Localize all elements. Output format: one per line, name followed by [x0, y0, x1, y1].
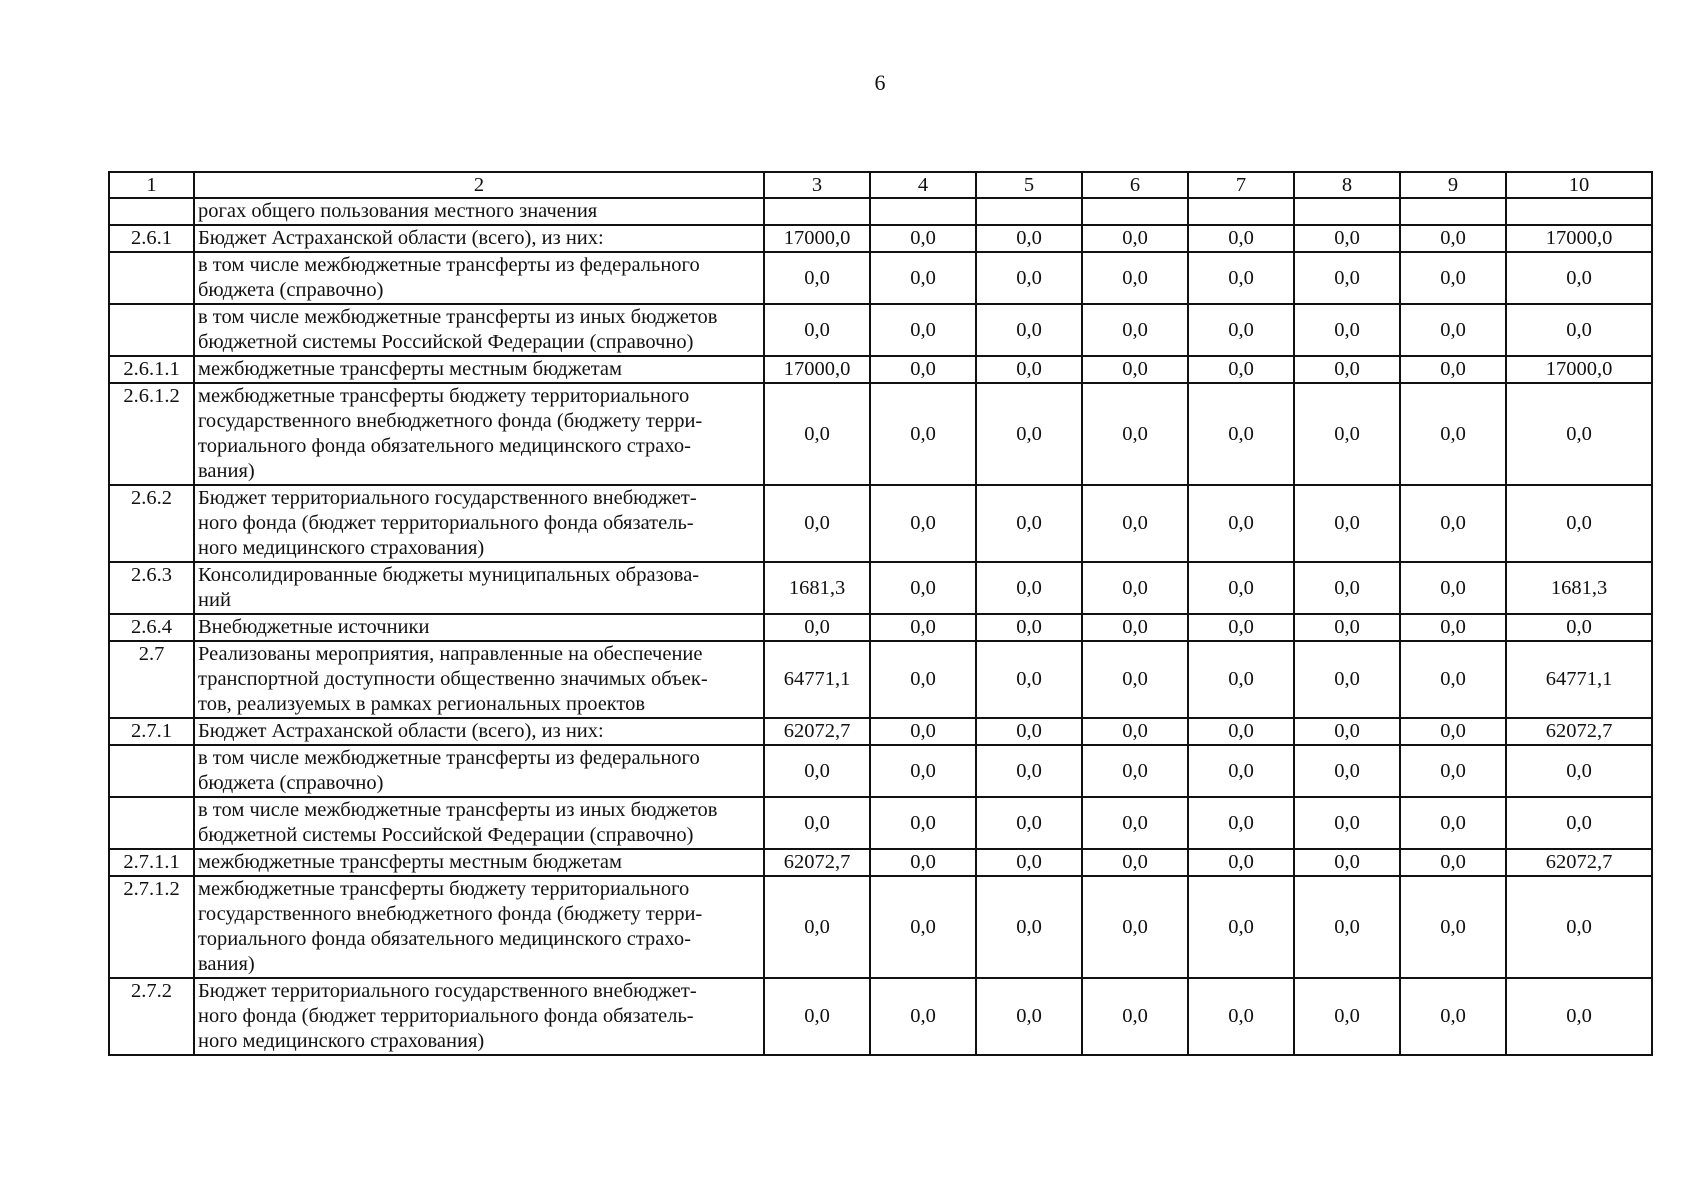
value-cell-col-10: 17000,0	[1506, 356, 1652, 383]
value-cell-col-3: 62072,7	[764, 718, 870, 745]
description-line: бюджетной системы Российской Федерации (справочно)	[198, 331, 694, 353]
value-cell-col-7: 0,0	[1188, 485, 1294, 562]
table-row	[109, 849, 1652, 876]
row-description	[194, 225, 764, 252]
description-line: межбюджетные трансферты бюджету территориального	[198, 878, 690, 900]
table-row	[109, 383, 1652, 485]
value-cell-col-5: 0,0	[976, 641, 1082, 718]
row-description	[194, 614, 764, 641]
value-cell-col-9: 0,0	[1400, 718, 1506, 745]
value-cell-col-9: 0,0	[1400, 252, 1506, 304]
description-line: в том числе межбюджетные трансферты из федерального	[198, 747, 700, 769]
value-cell-col-10: 0,0	[1506, 978, 1652, 1055]
value-cell-col-8: 0,0	[1294, 562, 1400, 614]
value-cell-col-5: 0,0	[976, 797, 1082, 849]
value-cell-col-7: 0,0	[1188, 356, 1294, 383]
value-cell-col-3: 0,0	[764, 876, 870, 978]
description-line: ного медицинского страхования)	[198, 1030, 485, 1052]
value-cell-col-10: 0,0	[1506, 614, 1652, 641]
row-description	[194, 562, 764, 614]
description-line: ного медицинского страхования)	[198, 537, 485, 559]
table-row	[109, 876, 1652, 978]
value-cell-col-8: 0,0	[1294, 745, 1400, 797]
value-cell-col-7: 0,0	[1188, 718, 1294, 745]
value-cell-col-8	[1294, 198, 1400, 225]
row-description	[194, 978, 764, 1055]
value-cell-col-9: 0,0	[1400, 978, 1506, 1055]
value-cell-col-6: 0,0	[1082, 383, 1188, 485]
value-cell-col-4: 0,0	[870, 876, 976, 978]
value-cell-col-9: 0,0	[1400, 485, 1506, 562]
row-code	[109, 304, 194, 356]
value-cell-col-6: 0,0	[1082, 797, 1188, 849]
value-cell-col-10: 64771,1	[1506, 641, 1652, 718]
value-cell-col-3	[764, 198, 870, 225]
row-code: 2.7.1	[109, 718, 194, 745]
row-description	[194, 876, 764, 978]
value-cell-col-6: 0,0	[1082, 356, 1188, 383]
value-cell-col-6: 0,0	[1082, 876, 1188, 978]
value-cell-col-3: 0,0	[764, 614, 870, 641]
value-cell-col-3: 0,0	[764, 978, 870, 1055]
table-row	[109, 356, 1652, 383]
value-cell-col-6: 0,0	[1082, 978, 1188, 1055]
value-cell-col-8: 0,0	[1294, 304, 1400, 356]
value-cell-col-3: 0,0	[764, 304, 870, 356]
header-cell-2: 2	[194, 172, 764, 198]
table-body	[109, 172, 1652, 1055]
value-cell-col-8: 0,0	[1294, 978, 1400, 1055]
description-line: в том числе межбюджетные трансферты из иных бюджетов	[198, 799, 718, 821]
table-row	[109, 978, 1652, 1055]
description-line: Реализованы мероприятия, направленные на обеспечение	[198, 643, 703, 665]
value-cell-col-9: 0,0	[1400, 356, 1506, 383]
value-cell-col-3: 0,0	[764, 745, 870, 797]
value-cell-col-5: 0,0	[976, 252, 1082, 304]
value-cell-col-5: 0,0	[976, 383, 1082, 485]
value-cell-col-4: 0,0	[870, 304, 976, 356]
description-line: в том числе межбюджетные трансферты из федерального	[198, 254, 700, 276]
row-code: 2.7.2	[109, 978, 194, 1055]
table-row	[109, 198, 1652, 225]
row-description	[194, 849, 764, 876]
value-cell-col-4: 0,0	[870, 718, 976, 745]
description-line: Бюджет Астраханской области (всего), из них:	[198, 720, 604, 742]
row-description	[194, 797, 764, 849]
value-cell-col-4: 0,0	[870, 797, 976, 849]
row-code: 2.6.1	[109, 225, 194, 252]
table-row	[109, 641, 1652, 718]
description-line: межбюджетные трансферты местным бюджетам	[198, 358, 623, 380]
description-line: межбюджетные трансферты бюджету территориального	[198, 385, 690, 407]
row-description	[194, 485, 764, 562]
description-line: государственного внебюджетного фонда (бюджету терри-	[198, 903, 703, 925]
value-cell-col-4: 0,0	[870, 978, 976, 1055]
description-line: Консолидированные бюджеты муниципальных образова-	[198, 564, 700, 586]
table-row	[109, 485, 1652, 562]
row-code: 2.6.2	[109, 485, 194, 562]
value-cell-col-10: 0,0	[1506, 383, 1652, 485]
value-cell-col-9: 0,0	[1400, 614, 1506, 641]
description-line: ного фонда (бюджет территориального фонда обязатель-	[198, 1005, 694, 1027]
value-cell-col-10: 0,0	[1506, 304, 1652, 356]
value-cell-col-8: 0,0	[1294, 641, 1400, 718]
value-cell-col-7: 0,0	[1188, 614, 1294, 641]
value-cell-col-6: 0,0	[1082, 485, 1188, 562]
description-line: государственного внебюджетного фонда (бюджету терри-	[198, 410, 703, 432]
value-cell-col-10: 0,0	[1506, 485, 1652, 562]
description-line: рогах общего пользования местного значения	[198, 200, 598, 222]
value-cell-col-7	[1188, 198, 1294, 225]
value-cell-col-7: 0,0	[1188, 383, 1294, 485]
header-cell-8: 8	[1294, 172, 1400, 198]
row-code	[109, 745, 194, 797]
table-row	[109, 252, 1652, 304]
value-cell-col-5: 0,0	[976, 614, 1082, 641]
value-cell-col-10: 1681,3	[1506, 562, 1652, 614]
value-cell-col-7: 0,0	[1188, 304, 1294, 356]
row-description	[194, 198, 764, 225]
description-line: бюджета (справочно)	[198, 279, 384, 301]
value-cell-col-6: 0,0	[1082, 252, 1188, 304]
value-cell-col-7: 0,0	[1188, 641, 1294, 718]
row-description	[194, 745, 764, 797]
value-cell-col-6: 0,0	[1082, 745, 1188, 797]
value-cell-col-4: 0,0	[870, 225, 976, 252]
value-cell-col-4: 0,0	[870, 485, 976, 562]
value-cell-col-6: 0,0	[1082, 225, 1188, 252]
row-description	[194, 304, 764, 356]
value-cell-col-7: 0,0	[1188, 745, 1294, 797]
value-cell-col-3: 0,0	[764, 485, 870, 562]
description-line: ного фонда (бюджет территориального фонда обязатель-	[198, 512, 694, 534]
description-line: ний	[198, 589, 231, 611]
row-code: 2.6.1.1	[109, 356, 194, 383]
row-code: 2.6.4	[109, 614, 194, 641]
table-row	[109, 562, 1652, 614]
header-cell-5: 5	[976, 172, 1082, 198]
row-description	[194, 641, 764, 718]
value-cell-col-3: 64771,1	[764, 641, 870, 718]
value-cell-col-4: 0,0	[870, 641, 976, 718]
value-cell-col-6	[1082, 198, 1188, 225]
page-number: 6	[874, 70, 886, 95]
value-cell-col-3: 62072,7	[764, 849, 870, 876]
budget-table	[108, 171, 1653, 1056]
value-cell-col-7: 0,0	[1188, 978, 1294, 1055]
header-row	[109, 172, 1652, 198]
value-cell-col-8: 0,0	[1294, 225, 1400, 252]
value-cell-col-4: 0,0	[870, 849, 976, 876]
header-cell-7: 7	[1188, 172, 1294, 198]
header-cell-4: 4	[870, 172, 976, 198]
value-cell-col-8: 0,0	[1294, 718, 1400, 745]
value-cell-col-4: 0,0	[870, 745, 976, 797]
header-cell-3: 3	[764, 172, 870, 198]
value-cell-col-8: 0,0	[1294, 485, 1400, 562]
description-line: ториального фонда обязательного медицинского страхо-	[198, 928, 691, 950]
value-cell-col-9: 0,0	[1400, 383, 1506, 485]
value-cell-col-9: 0,0	[1400, 849, 1506, 876]
value-cell-col-3: 0,0	[764, 383, 870, 485]
value-cell-col-3: 1681,3	[764, 562, 870, 614]
value-cell-col-9: 0,0	[1400, 745, 1506, 797]
value-cell-col-5: 0,0	[976, 225, 1082, 252]
description-line: бюджета (справочно)	[198, 772, 384, 794]
description-line: бюджетной системы Российской Федерации (справочно)	[198, 824, 694, 846]
value-cell-col-10: 0,0	[1506, 876, 1652, 978]
row-code	[109, 198, 194, 225]
value-cell-col-6: 0,0	[1082, 614, 1188, 641]
value-cell-col-10: 62072,7	[1506, 849, 1652, 876]
value-cell-col-7: 0,0	[1188, 876, 1294, 978]
value-cell-col-5: 0,0	[976, 356, 1082, 383]
row-code: 2.7.1.2	[109, 876, 194, 978]
row-code	[109, 252, 194, 304]
value-cell-col-7: 0,0	[1188, 225, 1294, 252]
value-cell-col-5: 0,0	[976, 978, 1082, 1055]
value-cell-col-8: 0,0	[1294, 356, 1400, 383]
value-cell-col-7: 0,0	[1188, 797, 1294, 849]
row-code	[109, 797, 194, 849]
value-cell-col-9: 0,0	[1400, 225, 1506, 252]
value-cell-col-5	[976, 198, 1082, 225]
table-row	[109, 745, 1652, 797]
value-cell-col-4: 0,0	[870, 614, 976, 641]
value-cell-col-3: 17000,0	[764, 356, 870, 383]
value-cell-col-4	[870, 198, 976, 225]
value-cell-col-6: 0,0	[1082, 304, 1188, 356]
description-line: тов, реализуемых в рамках региональных проектов	[198, 693, 646, 715]
description-line: Бюджет территориального государственного внебюджет-	[198, 980, 697, 1002]
value-cell-col-10: 0,0	[1506, 797, 1652, 849]
row-description	[194, 252, 764, 304]
value-cell-col-8: 0,0	[1294, 876, 1400, 978]
row-code: 2.6.1.2	[109, 383, 194, 485]
row-description	[194, 356, 764, 383]
value-cell-col-9: 0,0	[1400, 562, 1506, 614]
value-cell-col-6: 0,0	[1082, 562, 1188, 614]
value-cell-col-9	[1400, 198, 1506, 225]
value-cell-col-4: 0,0	[870, 356, 976, 383]
table-row	[109, 797, 1652, 849]
description-line: транспортной доступности общественно значимых объек-	[198, 668, 708, 690]
description-line: вания)	[198, 953, 255, 975]
header-cell-9: 9	[1400, 172, 1506, 198]
value-cell-col-7: 0,0	[1188, 849, 1294, 876]
description-line: Бюджет территориального государственного внебюджет-	[198, 487, 697, 509]
header-cell-10: 10	[1506, 172, 1652, 198]
value-cell-col-8: 0,0	[1294, 797, 1400, 849]
value-cell-col-4: 0,0	[870, 383, 976, 485]
row-code: 2.7.1.1	[109, 849, 194, 876]
value-cell-col-9: 0,0	[1400, 641, 1506, 718]
value-cell-col-5: 0,0	[976, 485, 1082, 562]
value-cell-col-8: 0,0	[1294, 252, 1400, 304]
value-cell-col-8: 0,0	[1294, 614, 1400, 641]
value-cell-col-3: 0,0	[764, 252, 870, 304]
description-line: Внебюджетные источники	[198, 616, 430, 638]
value-cell-col-5: 0,0	[976, 718, 1082, 745]
value-cell-col-5: 0,0	[976, 876, 1082, 978]
row-description	[194, 718, 764, 745]
value-cell-col-4: 0,0	[870, 252, 976, 304]
value-cell-col-6: 0,0	[1082, 641, 1188, 718]
value-cell-col-9: 0,0	[1400, 304, 1506, 356]
row-code: 2.6.3	[109, 562, 194, 614]
value-cell-col-5: 0,0	[976, 304, 1082, 356]
value-cell-col-10: 0,0	[1506, 745, 1652, 797]
value-cell-col-6: 0,0	[1082, 718, 1188, 745]
table-row	[109, 225, 1652, 252]
value-cell-col-10: 17000,0	[1506, 225, 1652, 252]
table-row	[109, 304, 1652, 356]
value-cell-col-10	[1506, 198, 1652, 225]
description-line: ториального фонда обязательного медицинского страхо-	[198, 435, 691, 457]
value-cell-col-10: 62072,7	[1506, 718, 1652, 745]
value-cell-col-7: 0,0	[1188, 562, 1294, 614]
value-cell-col-9: 0,0	[1400, 797, 1506, 849]
value-cell-col-7: 0,0	[1188, 252, 1294, 304]
value-cell-col-6: 0,0	[1082, 849, 1188, 876]
value-cell-col-10: 0,0	[1506, 252, 1652, 304]
value-cell-col-8: 0,0	[1294, 383, 1400, 485]
header-cell-1: 1	[109, 172, 194, 198]
value-cell-col-9: 0,0	[1400, 876, 1506, 978]
value-cell-col-4: 0,0	[870, 562, 976, 614]
value-cell-col-3: 0,0	[764, 797, 870, 849]
value-cell-col-5: 0,0	[976, 745, 1082, 797]
value-cell-col-8: 0,0	[1294, 849, 1400, 876]
description-line: в том числе межбюджетные трансферты из иных бюджетов	[198, 306, 718, 328]
value-cell-col-3: 17000,0	[764, 225, 870, 252]
description-line: вания)	[198, 460, 255, 482]
row-description	[194, 383, 764, 485]
value-cell-col-5: 0,0	[976, 562, 1082, 614]
row-code: 2.7	[109, 641, 194, 718]
description-line: Бюджет Астраханской области (всего), из них:	[198, 227, 604, 249]
description-line: межбюджетные трансферты местным бюджетам	[198, 851, 623, 873]
header-cell-6: 6	[1082, 172, 1188, 198]
value-cell-col-5: 0,0	[976, 849, 1082, 876]
table-row	[109, 614, 1652, 641]
table-row	[109, 718, 1652, 745]
